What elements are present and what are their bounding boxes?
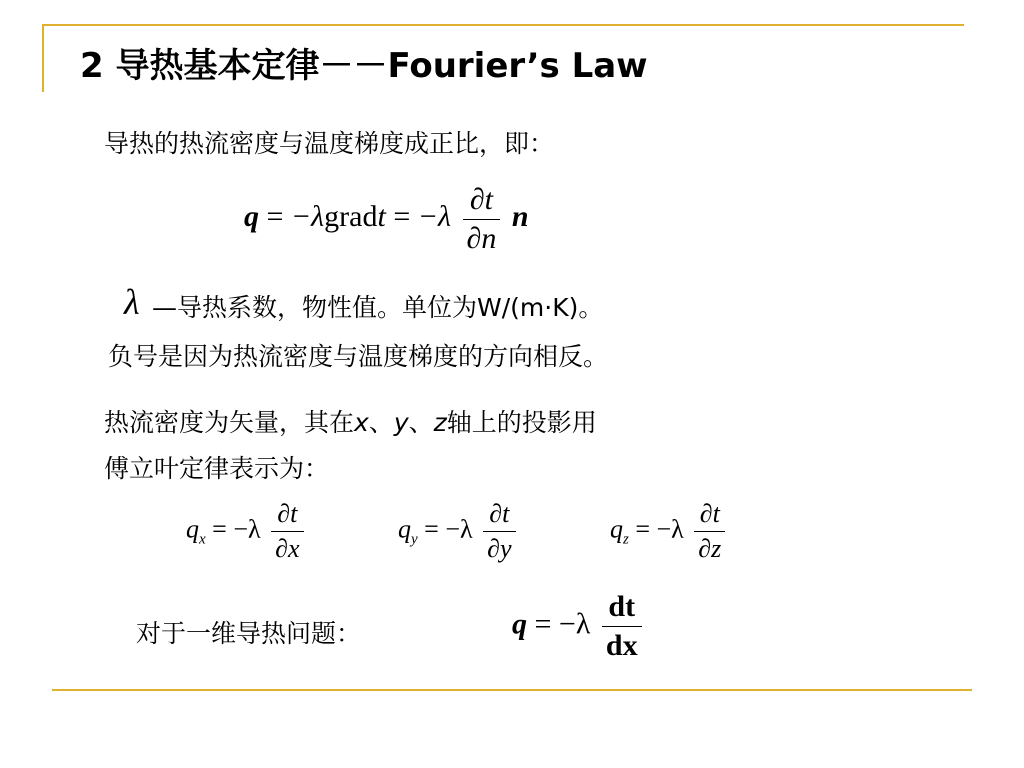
- component-equation-x: [186, 497, 308, 566]
- qx-subscript: x: [199, 531, 206, 548]
- q-1d-rhs: = −λ: [534, 607, 591, 641]
- fraction-numerator: ∂t: [469, 182, 493, 216]
- qx-numerator: ∂t: [277, 499, 298, 528]
- qz-denominator: ∂z: [694, 531, 725, 566]
- qz-fraction: [694, 497, 725, 566]
- vector-projection-line-2: 傅立叶定律表示为：: [104, 454, 330, 483]
- vector-text-b: 轴上的投影用: [446, 408, 597, 437]
- qx-denominator: ∂x: [271, 531, 303, 566]
- qz-symbol: q: [610, 514, 623, 544]
- qy-denominator: ∂y: [483, 531, 515, 566]
- axis-z: z: [433, 408, 447, 437]
- qx-fraction: [271, 497, 303, 566]
- qz-numerator: ∂t: [699, 499, 720, 528]
- heat-flux-vector: q: [244, 200, 259, 233]
- separator-1: 、: [368, 408, 394, 437]
- axis-y: y: [393, 408, 409, 437]
- qy-rhs: = −λ: [424, 514, 473, 544]
- intro-text: 导热的热流密度与温度梯度成正比，即：: [104, 129, 555, 158]
- negative-sign-note: 负号是因为热流密度与温度梯度的方向相反。: [108, 342, 609, 371]
- qx-symbol: q: [186, 514, 199, 544]
- equals-sign-2: =: [393, 200, 411, 233]
- axis-x: x: [354, 408, 369, 437]
- qx-rhs: = −λ: [212, 514, 261, 544]
- slide-title: 2 导热基本定律－－Fourier’s Law: [80, 46, 648, 86]
- normal-vector: n: [511, 200, 529, 233]
- qy-numerator: ∂t: [489, 499, 510, 528]
- partial-fraction: [463, 181, 501, 258]
- vector-text-a: 热流密度为矢量，其在: [104, 408, 355, 437]
- left-divider: [42, 24, 44, 92]
- separator-2: 、: [408, 408, 434, 437]
- q-1d-symbol: q: [512, 607, 527, 641]
- q-1d-numerator: dt: [608, 590, 636, 623]
- one-dim-equation: [512, 588, 646, 665]
- qz-subscript: z: [623, 531, 629, 548]
- neg-lambda: −λ: [290, 200, 325, 233]
- equals-sign: =: [266, 200, 284, 233]
- fraction-denominator: ∂n: [463, 219, 501, 258]
- qz-rhs: = −λ: [635, 514, 684, 544]
- fourier-law-equation: [244, 172, 529, 262]
- vector-projection-line-1: [104, 403, 597, 439]
- neg-lambda-2: −λ: [417, 200, 451, 233]
- grad-operator: grad: [324, 200, 378, 233]
- top-divider: [42, 24, 964, 26]
- lambda-symbol: λ: [124, 282, 140, 322]
- qy-symbol: q: [398, 514, 411, 544]
- component-equation-z: [610, 497, 729, 566]
- lambda-description: —导热系数，物性值。单位为W/(m·K)。: [152, 293, 604, 322]
- qy-fraction: [483, 497, 515, 566]
- component-equation-y: [398, 497, 520, 566]
- q-1d-fraction: [602, 588, 642, 665]
- bottom-divider: [52, 689, 972, 691]
- q-1d-denominator: dx: [602, 626, 642, 665]
- one-dim-label: 对于一维导热问题：: [136, 619, 362, 648]
- temperature-symbol: t: [377, 200, 386, 233]
- qy-subscript: y: [411, 531, 418, 548]
